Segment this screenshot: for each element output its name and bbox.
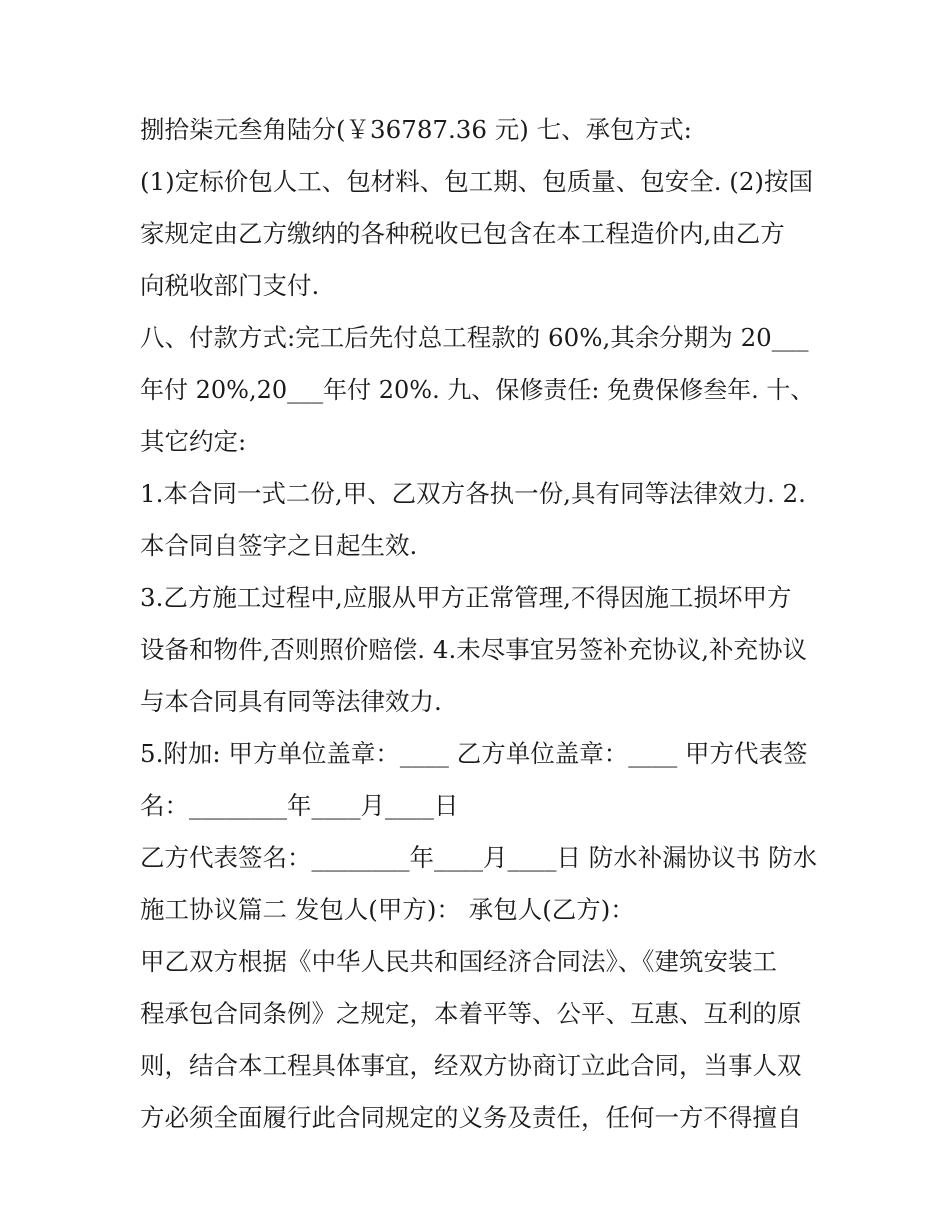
document-body [140,104,820,1144]
text-line: (1)定标价包人工、包材料、包工期、包质量、包安全. (2)按国 [140,167,813,196]
text-line: 向税收部门支付. [140,271,320,300]
text-line: 八、付款方式:完工后先付总工程款的 60%,其余分期为 20___ [140,323,809,352]
text-line: 5.附加: 甲方单位盖章：____ 乙方单位盖章：____ 甲方代表签 [140,739,808,768]
text-line: 名：________年____月____日 [140,791,459,820]
text-line: 乙方代表签名：________年____月____日 防水补漏协议书 防水 [140,843,818,872]
text-line: 3.乙方施工过程中,应服从甲方正常管理,不得因施工损坏甲方 [140,583,792,612]
text-line: 施工协议篇二 发包人(甲方)： 承包人(乙方)： [140,895,635,924]
text-line: 其它约定: [140,427,247,456]
text-line: 则，结合本工程具体事宜，经双方协商订立此合同，当事人双 [140,1051,802,1080]
text-line: 本合同自签字之日起生效. [140,531,418,560]
text-line: 甲乙双方根据《中华人民共和国经济合同法》、《建筑安装工 [140,947,777,976]
text-line: 1.本合同一式二份,甲、乙双方各执一份,具有同等法律效力. 2. [140,479,806,508]
text-line: 年付 20%,20___年付 20%. 九、保修责任: 免费保修叁年. 十、 [140,376,815,404]
text-line: 设备和物件,否则照价赔偿. 4.未尽事宜另签补充协议,补充协议 [140,635,808,664]
text-line: 与本合同具有同等法律效力. [140,687,442,716]
text-line: 家规定由乙方缴纳的各种税收已包含在本工程造价内,由乙方 [140,219,785,248]
text-line: 程承包合同条例》之规定，本着平等、公平、互惠、互利的原 [140,999,802,1028]
text-line: 方必须全面履行此合同规定的义务及责任，任何一方不得擅自 [140,1103,802,1132]
text-line: 捌拾柒元叁角陆分(￥36787.36 元) 七、承包方式: [140,115,692,144]
